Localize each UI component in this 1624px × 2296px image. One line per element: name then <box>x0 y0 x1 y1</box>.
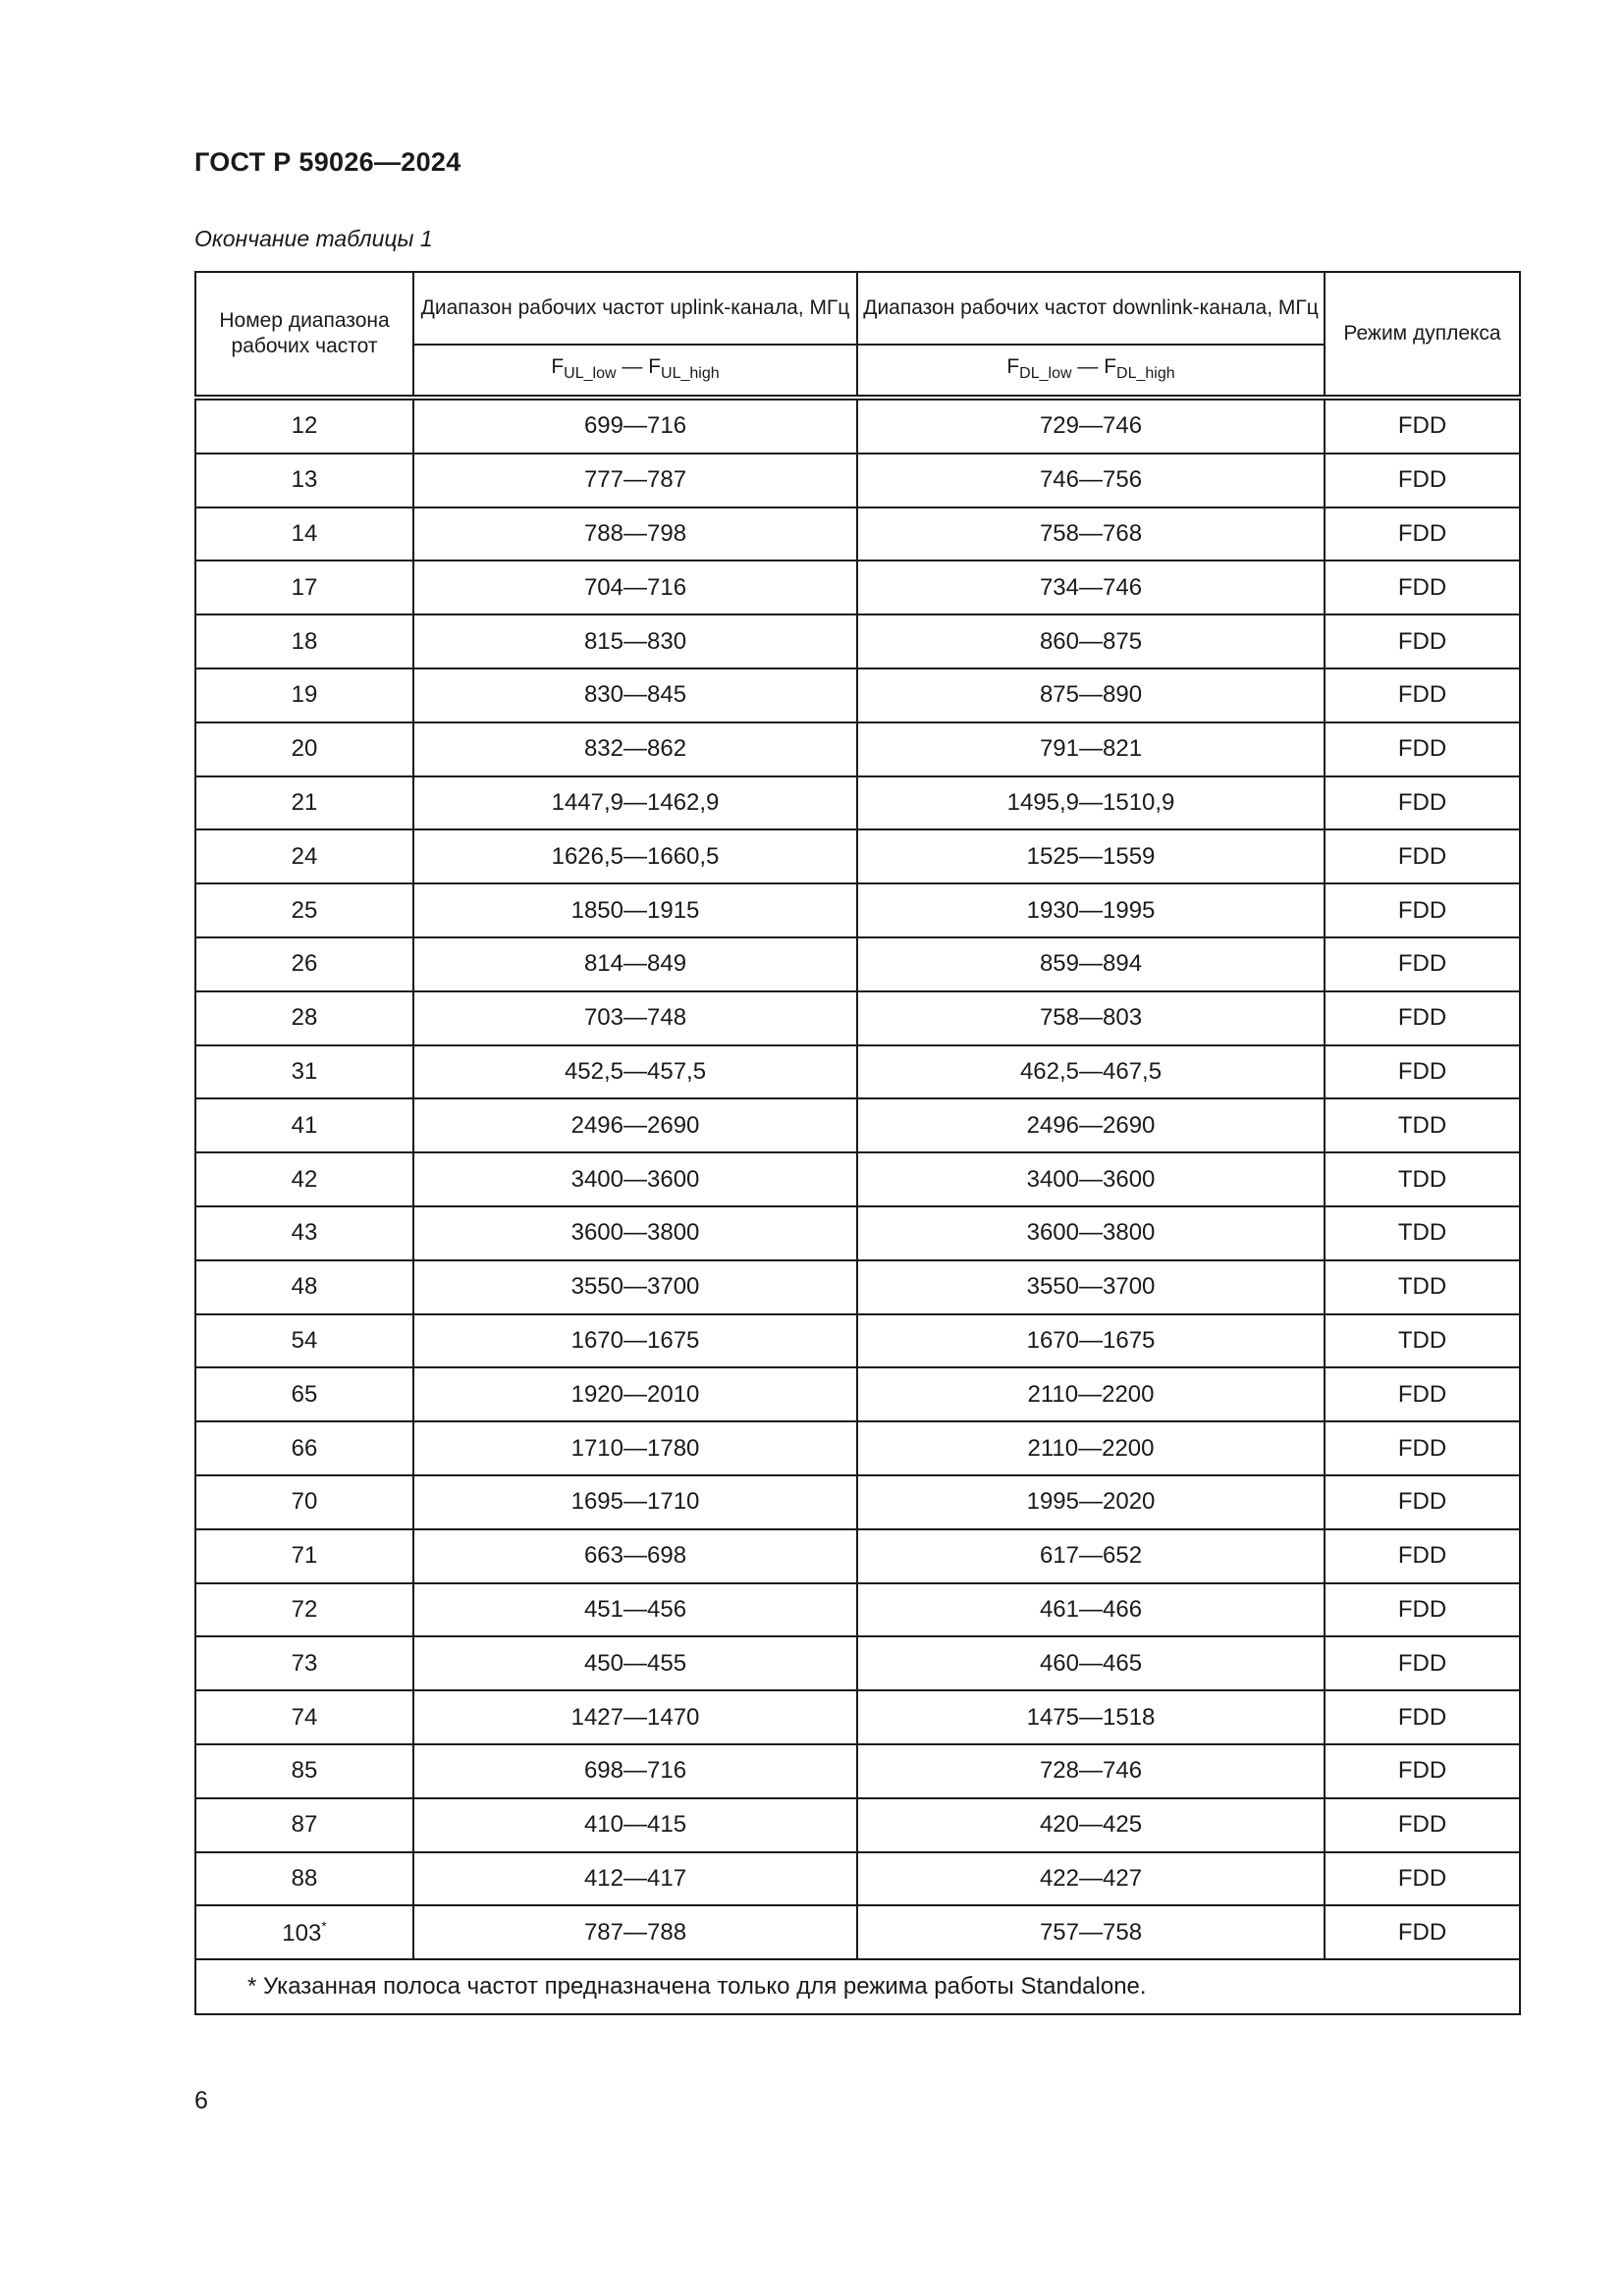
table-row <box>195 1852 1520 1906</box>
uplink-cell: 703—748 <box>413 991 857 1045</box>
uplink-cell: 832—862 <box>413 722 857 776</box>
downlink-cell: 758—803 <box>857 991 1325 1045</box>
uplink-cell: 410—415 <box>413 1798 857 1852</box>
duplex-cell: FDD <box>1325 1636 1520 1690</box>
table-row <box>195 829 1520 883</box>
band-cell: 41 <box>195 1098 413 1152</box>
downlink-cell: 617—652 <box>857 1529 1325 1583</box>
uplink-cell: 1920—2010 <box>413 1367 857 1421</box>
table-row <box>195 1367 1520 1421</box>
band-cell: 18 <box>195 614 413 668</box>
table-row <box>195 1475 1520 1529</box>
downlink-cell: 1495,9—1510,9 <box>857 776 1325 830</box>
duplex-cell: FDD <box>1325 1045 1520 1099</box>
band-cell: 17 <box>195 561 413 614</box>
downlink-cell: 3550—3700 <box>857 1260 1325 1314</box>
header-band-number: Номер диапазона рабочих частот <box>195 272 413 398</box>
duplex-cell: TDD <box>1325 1206 1520 1260</box>
table-row <box>195 668 1520 722</box>
uplink-cell: 814—849 <box>413 937 857 991</box>
band-cell: 24 <box>195 829 413 883</box>
downlink-cell: 461—466 <box>857 1583 1325 1637</box>
frequency-bands-table <box>194 271 1521 2015</box>
header-duplex-mode: Режим дуплекса <box>1325 272 1520 398</box>
table-row <box>195 991 1520 1045</box>
downlink-cell: 460—465 <box>857 1636 1325 1690</box>
duplex-cell: TDD <box>1325 1260 1520 1314</box>
table-row <box>195 614 1520 668</box>
duplex-cell: FDD <box>1325 937 1520 991</box>
footnote-row <box>195 1959 1520 2014</box>
band-cell: 42 <box>195 1152 413 1206</box>
uplink-cell: 787—788 <box>413 1905 857 1959</box>
table-row <box>195 1798 1520 1852</box>
table-row <box>195 1529 1520 1583</box>
duplex-cell: FDD <box>1325 1529 1520 1583</box>
header-downlink-range: Диапазон рабочих частот downlink-канала, МГц <box>857 272 1325 345</box>
band-cell: 66 <box>195 1421 413 1475</box>
downlink-cell: 422—427 <box>857 1852 1325 1906</box>
downlink-cell: 1525—1559 <box>857 829 1325 883</box>
downlink-cell: 1475—1518 <box>857 1690 1325 1744</box>
band-cell: 13 <box>195 454 413 507</box>
table-row <box>195 1744 1520 1798</box>
duplex-cell: FDD <box>1325 1583 1520 1637</box>
footnote-marker: * <box>321 1917 327 1934</box>
band-cell: 28 <box>195 991 413 1045</box>
table-row <box>195 507 1520 561</box>
duplex-cell: FDD <box>1325 883 1520 937</box>
downlink-cell: 462,5—467,5 <box>857 1045 1325 1099</box>
table-row <box>195 454 1520 507</box>
band-cell: 26 <box>195 937 413 991</box>
uplink-cell: 451—456 <box>413 1583 857 1637</box>
table-row <box>195 398 1520 454</box>
table-row <box>195 1421 1520 1475</box>
downlink-cell: 791—821 <box>857 722 1325 776</box>
duplex-cell: TDD <box>1325 1152 1520 1206</box>
table-row <box>195 1260 1520 1314</box>
duplex-cell: FDD <box>1325 722 1520 776</box>
duplex-cell: FDD <box>1325 1421 1520 1475</box>
duplex-cell: FDD <box>1325 776 1520 830</box>
downlink-cell: 3600—3800 <box>857 1206 1325 1260</box>
band-cell: 54 <box>195 1314 413 1368</box>
table-row <box>195 1583 1520 1637</box>
duplex-cell: FDD <box>1325 398 1520 454</box>
downlink-cell: 746—756 <box>857 454 1325 507</box>
duplex-cell: FDD <box>1325 1798 1520 1852</box>
band-cell: 43 <box>195 1206 413 1260</box>
duplex-cell: FDD <box>1325 668 1520 722</box>
duplex-cell: FDD <box>1325 1905 1520 1959</box>
duplex-cell: FDD <box>1325 1744 1520 1798</box>
band-cell: 31 <box>195 1045 413 1099</box>
downlink-cell: 2110—2200 <box>857 1367 1325 1421</box>
band-cell: 72 <box>195 1583 413 1637</box>
table-row <box>195 1045 1520 1099</box>
downlink-cell: 875—890 <box>857 668 1325 722</box>
table-row <box>195 1098 1520 1152</box>
uplink-cell: 1626,5—1660,5 <box>413 829 857 883</box>
document-header: ГОСТ Р 59026—2024 <box>194 147 461 177</box>
duplex-cell: FDD <box>1325 507 1520 561</box>
duplex-cell: FDD <box>1325 614 1520 668</box>
downlink-cell: 758—768 <box>857 507 1325 561</box>
downlink-cell: 2496—2690 <box>857 1098 1325 1152</box>
table-row <box>195 1152 1520 1206</box>
downlink-cell: 3400—3600 <box>857 1152 1325 1206</box>
band-cell: 73 <box>195 1636 413 1690</box>
table-row <box>195 722 1520 776</box>
downlink-cell: 729—746 <box>857 398 1325 454</box>
header-downlink-formula: $F_{DL\_low}$ — $F_{DL\_high}$ <box>857 345 1325 398</box>
band-cell: 20 <box>195 722 413 776</box>
downlink-cell: 757—758 <box>857 1905 1325 1959</box>
band-cell: 12 <box>195 398 413 454</box>
table-row <box>195 937 1520 991</box>
duplex-cell: TDD <box>1325 1314 1520 1368</box>
downlink-cell: 1670—1675 <box>857 1314 1325 1368</box>
duplex-cell: FDD <box>1325 1475 1520 1529</box>
uplink-cell: 2496—2690 <box>413 1098 857 1152</box>
table-row <box>195 883 1520 937</box>
table-caption: Окончание таблицы 1 <box>194 226 433 251</box>
uplink-cell: 815—830 <box>413 614 857 668</box>
band-cell: 74 <box>195 1690 413 1744</box>
band-cell: 85 <box>195 1744 413 1798</box>
uplink-cell: 1850—1915 <box>413 883 857 937</box>
downlink-cell: 860—875 <box>857 614 1325 668</box>
downlink-cell: 859—894 <box>857 937 1325 991</box>
uplink-cell: 699—716 <box>413 398 857 454</box>
uplink-cell: 3400—3600 <box>413 1152 857 1206</box>
header-uplink-formula: $F_{UL\_low}$ — $F_{UL\_high}$ <box>413 345 857 398</box>
duplex-cell: FDD <box>1325 1690 1520 1744</box>
band-cell: 103* <box>195 1905 413 1959</box>
band-cell: 19 <box>195 668 413 722</box>
duplex-cell: FDD <box>1325 1852 1520 1906</box>
duplex-cell: FDD <box>1325 991 1520 1045</box>
duplex-cell: FDD <box>1325 454 1520 507</box>
table-row <box>195 1690 1520 1744</box>
uplink-cell: 698—716 <box>413 1744 857 1798</box>
uplink-cell: 663—698 <box>413 1529 857 1583</box>
uplink-cell: 788—798 <box>413 507 857 561</box>
band-cell: 48 <box>195 1260 413 1314</box>
uplink-cell: 3550—3700 <box>413 1260 857 1314</box>
band-cell: 87 <box>195 1798 413 1852</box>
band-cell: 65 <box>195 1367 413 1421</box>
uplink-cell: 1670—1675 <box>413 1314 857 1368</box>
uplink-cell: 412—417 <box>413 1852 857 1906</box>
uplink-cell: 1710—1780 <box>413 1421 857 1475</box>
band-cell: 88 <box>195 1852 413 1906</box>
table-footnote: * Указанная полоса частот предназначена только для режима работы Standalone. <box>195 1959 1520 2014</box>
table-row <box>195 776 1520 830</box>
band-cell: 14 <box>195 507 413 561</box>
uplink-cell: 830—845 <box>413 668 857 722</box>
header-uplink-range: Диапазон рабочих частот uplink-канала, МГц <box>413 272 857 345</box>
uplink-cell: 3600—3800 <box>413 1206 857 1260</box>
uplink-cell: 777—787 <box>413 454 857 507</box>
duplex-cell: FDD <box>1325 829 1520 883</box>
downlink-cell: 734—746 <box>857 561 1325 614</box>
downlink-cell: 1995—2020 <box>857 1475 1325 1529</box>
uplink-cell: 1695—1710 <box>413 1475 857 1529</box>
uplink-cell: 1447,9—1462,9 <box>413 776 857 830</box>
table-row <box>195 1905 1520 1959</box>
duplex-cell: FDD <box>1325 561 1520 614</box>
uplink-cell: 1427—1470 <box>413 1690 857 1744</box>
page-number: 6 <box>194 2087 208 2114</box>
downlink-cell: 728—746 <box>857 1744 1325 1798</box>
table-row <box>195 561 1520 614</box>
downlink-cell: 1930—1995 <box>857 883 1325 937</box>
table-row <box>195 1636 1520 1690</box>
band-cell: 71 <box>195 1529 413 1583</box>
band-cell: 21 <box>195 776 413 830</box>
duplex-cell: TDD <box>1325 1098 1520 1152</box>
band-cell: 70 <box>195 1475 413 1529</box>
band-cell: 25 <box>195 883 413 937</box>
duplex-cell: FDD <box>1325 1367 1520 1421</box>
uplink-cell: 704—716 <box>413 561 857 614</box>
table-row <box>195 1206 1520 1260</box>
downlink-cell: 420—425 <box>857 1798 1325 1852</box>
downlink-cell: 2110—2200 <box>857 1421 1325 1475</box>
uplink-cell: 452,5—457,5 <box>413 1045 857 1099</box>
uplink-cell: 450—455 <box>413 1636 857 1690</box>
table-row <box>195 1314 1520 1368</box>
